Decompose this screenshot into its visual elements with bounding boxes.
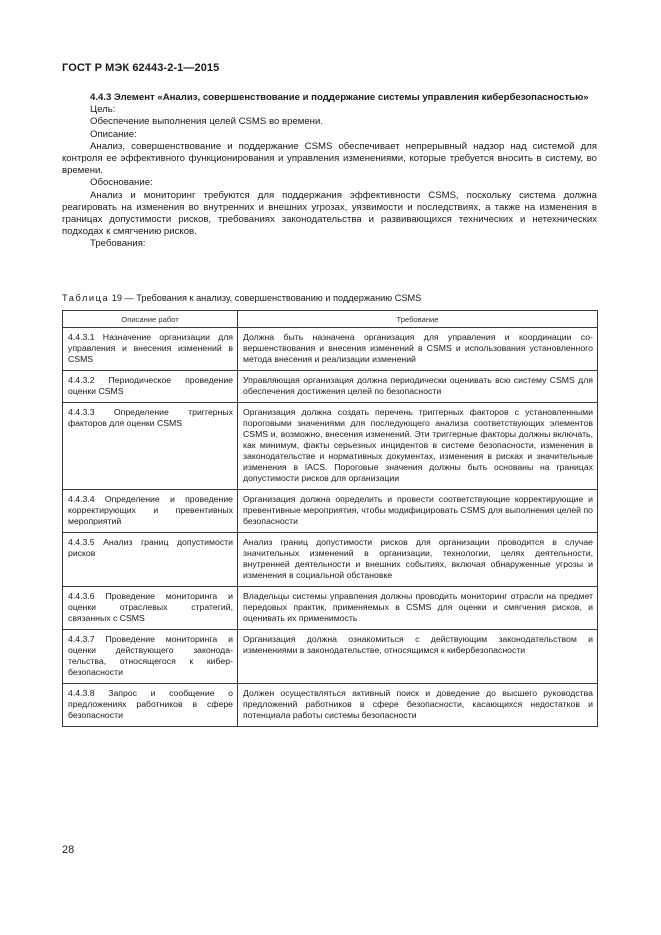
requirement-cell: Должна быть назначена организация для управления и координации совершенствования и внесения изменений в CSMS и использования установленного метода внесения и реализации изменений (238, 328, 598, 371)
work-description-cell: 4.4.3.5 Анализ границ допустимости рисков (63, 533, 238, 587)
description-text: Анализ, совершенствование и поддержание CSMS обеспечивает непрерывный надзор над системой для контроля ее эффективного функционирования и управления изменениями, которые требуется вносить в систему, во времени. (62, 140, 597, 177)
table-row (63, 490, 598, 533)
requirement-cell: Организация должна определить и провести соответствующие корректирующие и превентивные мероприятия, чтобы модифицировать CSMS для выполнения целей по безопасности (238, 490, 598, 533)
requirement-cell: Владельцы системы управления должны проводить мониторинг отрасли на предмет передовых практик, применяемых в CSMS для оценки и смягчения рисков, и оценивать их применимость (238, 587, 598, 630)
table-row (63, 328, 598, 371)
table-row (63, 630, 598, 684)
goal-label: Цель: (90, 104, 116, 116)
justification-label: Обоснование: (90, 177, 153, 189)
table-caption-lead: Таблица (62, 293, 110, 303)
table-row (63, 684, 598, 727)
requirements-label: Требования: (90, 238, 146, 250)
table-caption-text: 19 — Требования к анализу, совершенствованию и поддержанию CSMS (109, 293, 422, 303)
section-title: 4.4.3 Элемент «Анализ, совершенствование и поддержание системы управления кибербезопасностью» (90, 92, 589, 103)
work-description-cell: 4.4.3.3 Определение триггерных факторов для оценки CSMS (63, 403, 238, 490)
table-row (63, 403, 598, 490)
table-caption (62, 293, 597, 304)
work-description-cell: 4.4.3.2 Периодическое проведение оценки CSMS (63, 371, 238, 403)
requirement-cell: Управляющая организация должна периодически оценивать всю систему CSMS для обеспечения достижения целей по безопасности (238, 371, 598, 403)
page-number: 28 (62, 844, 75, 856)
table-row (63, 587, 598, 630)
requirement-cell: Должен осуществляться активный поиск и доведение до высшего руководства предложений работников в сфере безопасности, касающихся недостатков и потенциала работы системы безопасности (238, 684, 598, 727)
column-header-work-description: Описание работ (63, 311, 238, 328)
work-description-cell: 4.4.3.7 Проведение мониторинга и оценки действующего законодательства, относящегося к кибербезопасности (63, 630, 238, 684)
section-body (62, 92, 597, 251)
justification-text: Анализ и мониторинг требуются для поддержания эффективности CSMS, поскольку система должна реагировать на изменения во внутренних и внешних угрозах, уязвимости и последствиях, а также на изменения в границах допустимости рисков, требованиях законодательства и развивающихся технических и нетехнических подходах к смягчению рисков. (62, 189, 597, 238)
table-row (63, 533, 598, 587)
description-label: Описание: (90, 128, 137, 140)
table-row (63, 371, 598, 403)
requirement-cell: Организация должна ознакомиться с действующим законодательством и изменениями в законодательстве, относящимся к кибербезопасности (238, 630, 598, 684)
requirement-cell: Анализ границ допустимости рисков для организации проводится в случае значительных изменений в организации, технологии, целях деятельности, внутренней деятельности и внешних событиях, включая обнаруженные угрозы и изменения в социальной обстановке (238, 533, 598, 587)
requirement-cell: Организация должна создать перечень триггерных факторов с установленными пороговыми значениями для последующего анализа соответствующих элементов CSMS и, возможно, внесения изменений. Эти триггерные факторы должны включать, как минимум, факты серьезных инцидентов в системе безопасности, изменения в законодательстве и нормативных документах, изменения в рисках и значительные изменения в IACS. Пороговые значения должны быть основаны на границах допустимости рисков для организации (238, 403, 598, 490)
standard-code-header: ГОСТ Р МЭК 62443-2-1—2015 (62, 62, 220, 74)
requirements-table (62, 310, 598, 727)
work-description-cell: 4.4.3.8 Запрос и сообщение о предложениях работников в сфере безопасности (63, 684, 238, 727)
work-description-cell: 4.4.3.4 Определение и проведение корректирующих и превентивных мероприятий (63, 490, 238, 533)
work-description-cell: 4.4.3.1 Назначение организации для управления и внесения изменений в CSMS (63, 328, 238, 371)
goal-text: Обеспечение выполнения целей CSMS во времени. (90, 116, 324, 128)
table-header-row (63, 311, 598, 328)
column-header-requirement: Требование (238, 311, 598, 328)
work-description-cell: 4.4.3.6 Проведение мониторинга и оценки отраслевых стратегий, связанных с CSMS (63, 587, 238, 630)
